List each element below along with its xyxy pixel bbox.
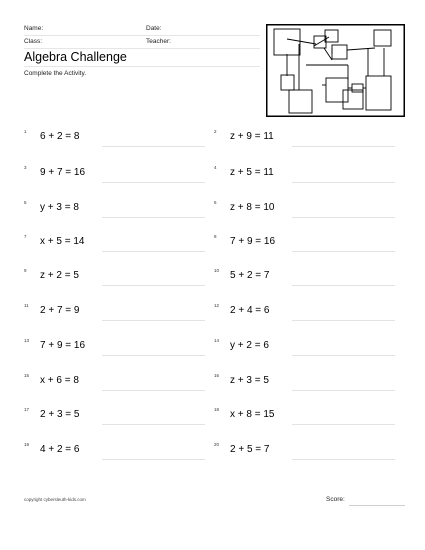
problem-equation: y + 2 = 6 (230, 340, 269, 351)
problem-number: 19 (24, 442, 30, 447)
answer-line[interactable] (102, 182, 205, 183)
problem-equation: x + 6 = 8 (40, 375, 79, 386)
problem-20 (214, 442, 405, 464)
problem-number: 18 (214, 407, 220, 412)
answer-line[interactable] (292, 459, 395, 460)
problem-number: 10 (214, 268, 220, 273)
answer-line[interactable] (292, 424, 395, 425)
cybersleuth-squares-logo-icon (266, 24, 405, 117)
answer-line[interactable] (102, 320, 205, 321)
problem-number: 6 (214, 200, 217, 205)
answer-line[interactable] (292, 217, 395, 218)
problem-equation: 2 + 4 = 6 (230, 305, 270, 316)
problem-6 (214, 200, 405, 222)
problem-4 (214, 165, 405, 187)
problem-13 (24, 338, 214, 360)
problem-15 (24, 373, 214, 395)
problem-9 (24, 268, 214, 290)
problem-number: 20 (214, 442, 220, 447)
answer-line[interactable] (292, 251, 395, 252)
problem-12 (214, 303, 405, 325)
answer-line[interactable] (102, 390, 205, 391)
problem-equation: 5 + 2 = 7 (230, 270, 270, 281)
answer-line[interactable] (292, 355, 395, 356)
problem-16 (214, 373, 405, 395)
answer-line[interactable] (102, 251, 205, 252)
problem-7 (24, 234, 214, 256)
problem-19 (24, 442, 214, 464)
problem-equation: x + 8 = 15 (230, 409, 275, 420)
problem-number: 7 (24, 234, 27, 239)
problem-equation: 7 + 9 = 16 (40, 340, 86, 351)
answer-line[interactable] (292, 320, 395, 321)
problem-number: 5 (24, 200, 27, 205)
problem-11 (24, 303, 214, 325)
answer-line[interactable] (102, 355, 205, 356)
problem-number: 11 (24, 303, 29, 308)
name-line (24, 35, 260, 36)
problem-10 (214, 268, 405, 290)
worksheet-title: Algebra Challenge (24, 50, 127, 64)
problem-equation: z + 5 = 11 (230, 167, 274, 178)
score-line[interactable] (349, 505, 405, 506)
problem-2 (214, 129, 405, 151)
problem-equation: 9 + 7 = 16 (40, 167, 86, 178)
problem-number: 16 (214, 373, 220, 378)
copyright-text: copyright cybersleuth-kids.com (24, 497, 86, 502)
problem-equation: z + 9 = 11 (230, 131, 274, 142)
answer-line[interactable] (102, 146, 205, 147)
problem-equation: 6 + 2 = 8 (40, 131, 80, 142)
answer-line[interactable] (102, 217, 205, 218)
score-label: Score: (326, 496, 345, 503)
answer-line[interactable] (102, 459, 205, 460)
problem-number: 17 (24, 407, 30, 412)
problem-14 (214, 338, 405, 360)
problem-equation: 2 + 7 = 9 (40, 305, 80, 316)
problem-number: 15 (24, 373, 30, 378)
answer-line[interactable] (102, 285, 205, 286)
problem-number: 14 (214, 338, 220, 343)
problem-17 (24, 407, 214, 429)
answer-line[interactable] (292, 390, 395, 391)
problem-number: 13 (24, 338, 30, 343)
instructions-text: Complete the Activity. (24, 70, 87, 77)
answer-line[interactable] (292, 146, 395, 147)
class-label: Class: (24, 38, 43, 45)
problem-equation: x + 5 = 14 (40, 236, 85, 247)
problem-equation: 4 + 2 = 6 (40, 444, 80, 455)
problem-number: 8 (214, 234, 217, 239)
problem-1 (24, 129, 214, 151)
problem-equation: 2 + 3 = 5 (40, 409, 80, 420)
problem-number: 4 (214, 165, 217, 170)
problem-number: 1 (24, 129, 27, 134)
problem-number: 9 (24, 268, 27, 273)
problem-number: 12 (214, 303, 220, 308)
problem-equation: 7 + 9 = 16 (230, 236, 276, 247)
answer-line[interactable] (292, 285, 395, 286)
teacher-label: Teacher: (146, 38, 171, 45)
problem-3 (24, 165, 214, 187)
problem-equation: 2 + 5 = 7 (230, 444, 270, 455)
problem-equation: z + 2 = 5 (40, 270, 79, 281)
problem-equation: z + 8 = 10 (230, 202, 275, 213)
problem-18 (214, 407, 405, 429)
class-line (24, 48, 260, 49)
problem-equation: z + 3 = 5 (230, 375, 269, 386)
problem-8 (214, 234, 405, 256)
problem-5 (24, 200, 214, 222)
name-label: Name: (24, 25, 44, 32)
title-divider (24, 66, 260, 67)
problem-equation: y + 3 = 8 (40, 202, 79, 213)
problem-number: 3 (24, 165, 27, 170)
date-label: Date: (146, 25, 162, 32)
problem-number: 2 (214, 129, 217, 134)
answer-line[interactable] (102, 424, 205, 425)
answer-line[interactable] (292, 182, 395, 183)
